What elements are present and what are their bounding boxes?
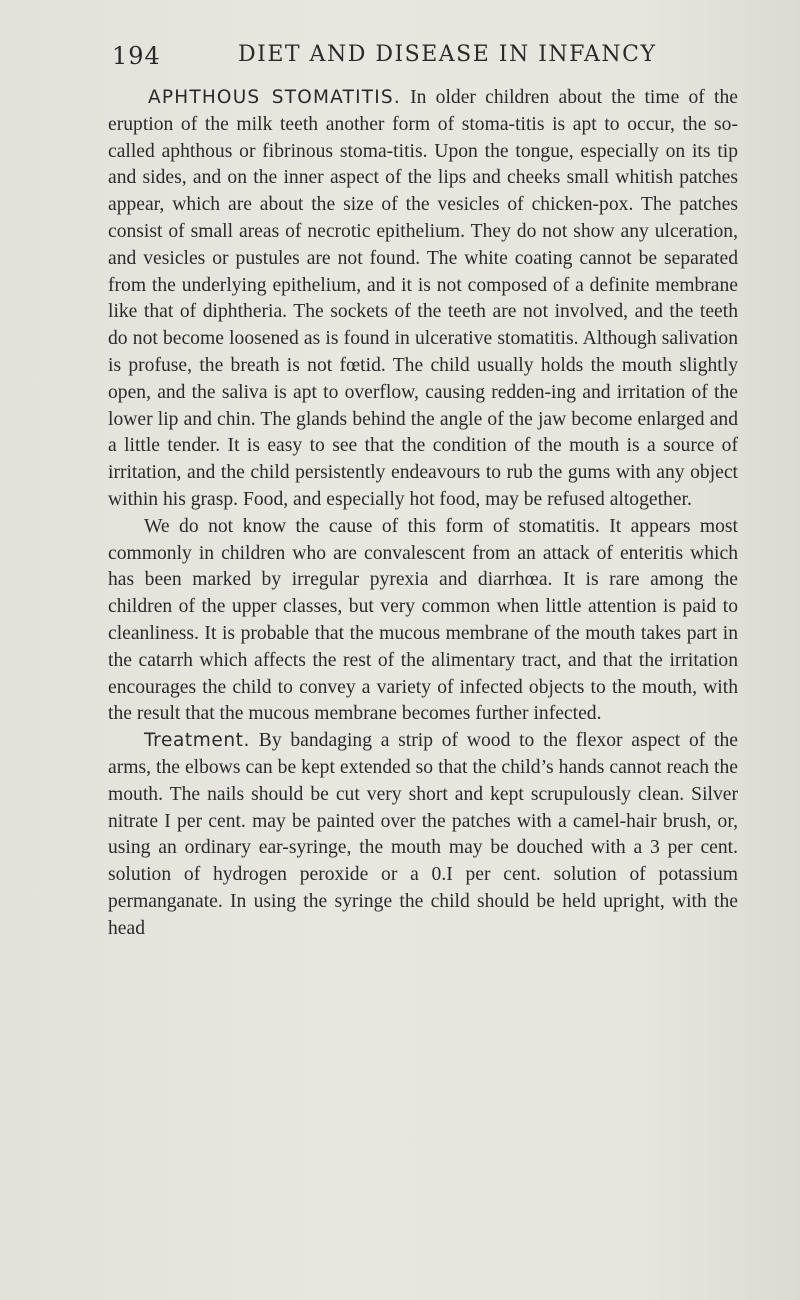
paragraph-treatment [108,728,738,942]
treatment-text: By bandaging a strip of wood to the flexor aspect of the arms, the elbows can be kept extended so that the child’s hands cannot reach the mouth. The nails should be cut very short and kept scrupulously clean. Silver nitrate I per cent. may be painted over the patches with a camel-hair brush, or, using an ordinary ear-syringe, the mouth may be douched with a 3 per cent. solution of hydrogen peroxide or a 0.I per cent. solution of potassium permanganate. In using the syringe the child should be held upright, with the head [108,730,738,939]
treatment-heading: Treatment. [144,730,251,752]
body-text [108,85,738,943]
paragraph-cause: We do not know the cause of this form of stomatitis. It appears most commonly in children who are convalescent from an attack of enteritis which has been marked by irregular pyrexia and diarrhœa. It is rare among the children of the upper classes, but very common when little attention is paid to cleanliness. It is probable that the mucous membrane of the mouth takes part in the catarrh which affects the rest of the alimentary tract, and that the irritation encourages the child to convey a variety of infected objects to the mouth, with the result that the mucous membrane becomes further infected. [108,515,738,725]
page-number: 194 [112,42,161,70]
section-heading: APHTHOUS STOMATITIS. [148,87,401,108]
running-title: DIET AND DISEASE IN INFANCY [238,42,657,67]
running-head [112,42,752,82]
paragraph-aphthous-intro [108,85,738,514]
paragraph-text: In older children about the time of the eruption of the milk teeth another form of stoma-titis is apt to occur, the so-called aphthous or fibrinous stoma-titis. Upon the tongue, especially on its tip and sides, and on the inner aspect of the lips and cheeks small whitish patches appear, which are about the size of the vesicles of chicken-pox. The patches consist of small areas of necrotic epithelium. They do not show any ulceration, and vesicles or pustules are not found. The white coating cannot be separated from the underlying epithelium, and it is not composed of a definite membrane like that of diphtheria. The sockets of the teeth are not involved, and the teeth do not become loosened as is found in ulcerative stomatitis. Although salivation is profuse, the breath is not fœtid. The child usually holds the mouth slightly open, and the saliva is apt to overflow, causing redden-ing and irritation of the lower lip and chin. The glands behind the angle of the jaw become enlarged and a little tender. It is easy to see that the condition of the mouth is a source of irritation, and the child persistently endeavours to rub the gums with any object within his grasp. Food, and especially hot food, may be refused altogether. [108,87,738,510]
